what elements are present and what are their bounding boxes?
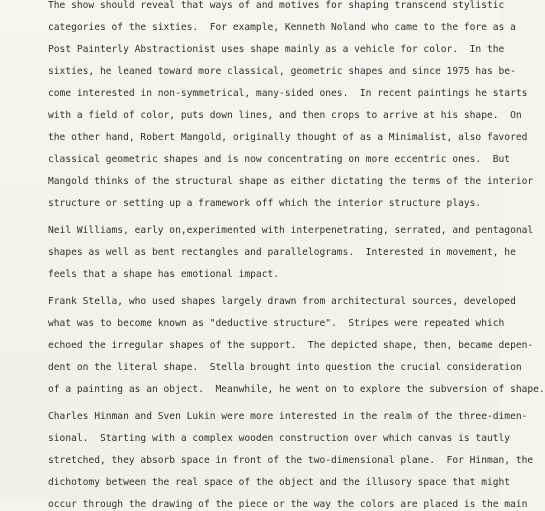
- text-line: Charles Hinman and Sven Lukin were more interested in the realm of the three-dimen-: [48, 411, 528, 422]
- text-line: Post Painterly Abstractionist uses shape mainly as a vehicle for color. In the: [48, 44, 505, 55]
- text-line: come interested in non-symmetrical, many-sided ones. In recent paintings he starts: [48, 88, 528, 99]
- text-line: The show should reveal that ways of and motives for shaping transcend stylistic: [48, 0, 505, 11]
- text-line: shapes as well as bent rectangles and parallelograms. Interested in movement, he: [48, 247, 516, 258]
- text-line: stretched, they absorb space in front of the two-dimensional plane. For Hinman, the: [48, 455, 534, 466]
- text-line: the other hand, Robert Mangold, originally thought of as a Minimalist, also favored: [48, 132, 528, 143]
- text-line: feels that a shape has emotional impact.: [48, 269, 280, 280]
- text-line: sional. Starting with a complex wooden construction over which canvas is tautly: [48, 433, 511, 444]
- text-line: classical geometric shapes and is now concentrating on more eccentric ones. But: [48, 154, 511, 165]
- text-line: dichotomy between the real space of the object and the illusory space that might: [48, 477, 511, 488]
- text-line: Mangold thinks of the structural shape as either dictating the terms of the interior: [48, 176, 534, 187]
- text-line: occur through the drawing of the piece or the way the colors are placed is the main: [48, 499, 528, 510]
- text-line: echoed the irregular shapes of the support. The depicted shape, then, became depen-: [48, 340, 534, 351]
- text-line: dent on the literal shape. Stella brought into question the crucial consideration: [48, 362, 522, 373]
- text-line: sixties, he leaned toward more classical, geometric shapes and since 1975 has be-: [48, 66, 516, 77]
- text-line: Frank Stella, who used shapes largely drawn from architectural sources, developed: [48, 296, 516, 307]
- text-line: what was to become known as "deductive structure". Stripes were repeated which: [48, 318, 505, 329]
- text-line: Neil Williams, early on,experimented with interpenetrating, serrated, and pentagonal: [48, 225, 534, 236]
- text-line: categories of the sixties. For example, Kenneth Noland who came to the fore as a: [48, 22, 516, 33]
- text-line: with a field of color, puts down lines, and then crops to arrive at his shape. On: [48, 110, 522, 121]
- text-line: of a painting as an object. Meanwhile, he went on to explore the subversion of shape.: [48, 384, 545, 395]
- text-line: structure or setting up a framework off which the interior structure plays.: [48, 198, 482, 209]
